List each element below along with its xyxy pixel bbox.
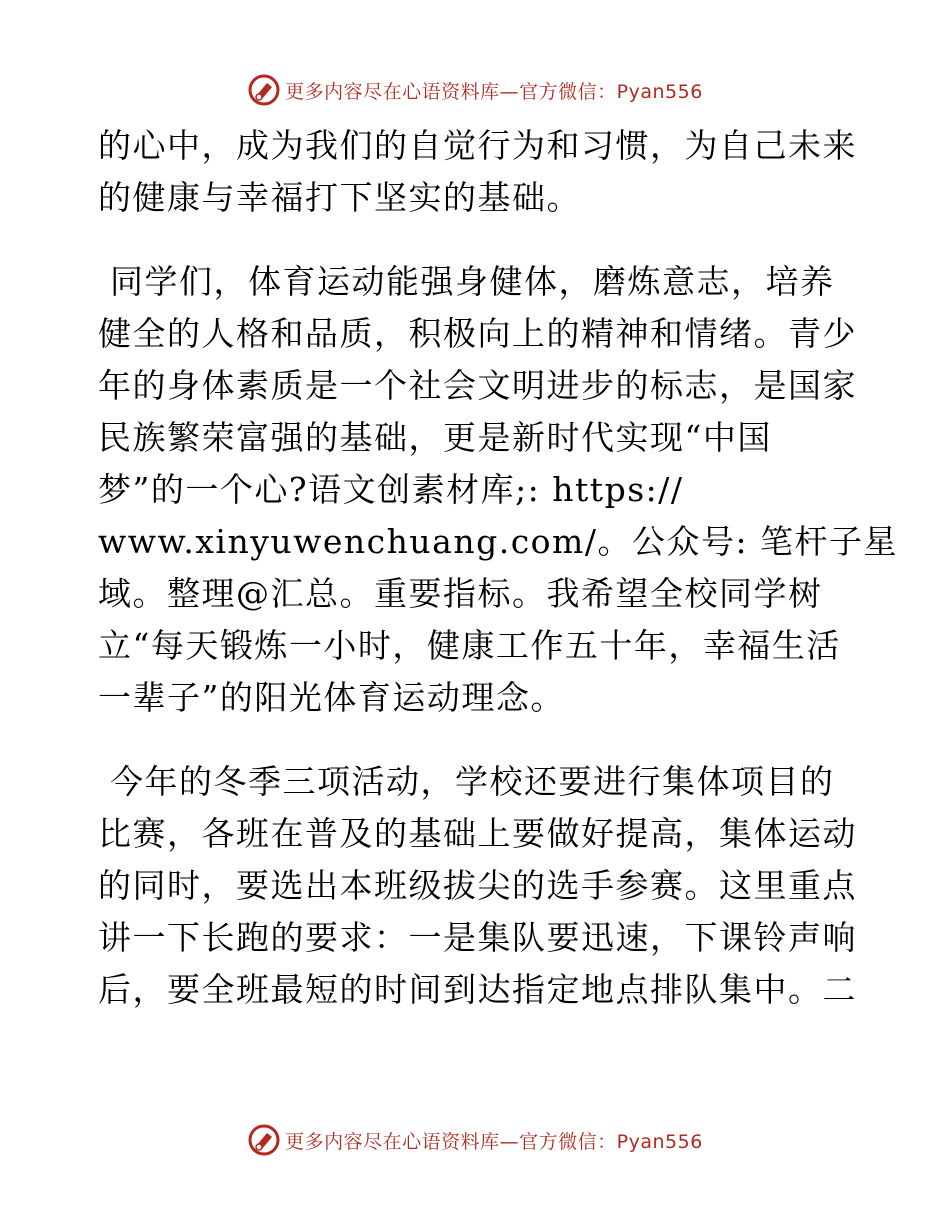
text-line: 讲一下长跑的要求：一是集队要迅速，下课铃声响 [98, 918, 857, 957]
text-line: 的心中，成为我们的自觉行为和习惯，为自己未来 [98, 126, 857, 165]
brand-logo-icon [247, 73, 281, 107]
wechat-account: Pyan556 [616, 80, 703, 103]
document-body [98, 120, 899, 1016]
banner-text: 更多内容尽在心语资料库—官方微信：Pyan556 [285, 80, 703, 103]
footer-banner [0, 1120, 950, 1160]
text-line: 梦”的一个心?语文创素材库;: https:// [98, 470, 684, 509]
paragraph-3 [98, 756, 858, 1016]
paragraph-2 [98, 256, 899, 724]
text-line: 今年的冬季三项活动，学校还要进行集体项目的 [98, 762, 835, 801]
text-line: 民族繁荣富强的基础，更是新时代实现“中国 [98, 418, 772, 457]
wechat-account: Pyan556 [616, 1130, 703, 1153]
text-line: 年的身体素质是一个社会文明进步的标志，是国家 [98, 366, 857, 405]
text-line: 同学们，体育运动能强身健体，磨炼意志，培养 [98, 262, 835, 301]
text-line: www.xinyuwenchuang.com/。公众号: 笔杆子星 [98, 522, 899, 561]
text-line: 的同时，要选出本班级拔尖的选手参赛。这里重点 [98, 866, 857, 905]
text-line: 比赛，各班在普及的基础上要做好提高，集体运动 [98, 814, 857, 853]
text-line: 的健康与幸福打下坚实的基础。 [98, 178, 581, 217]
text-line: 健全的人格和品质，积极向上的精神和情绪。青少 [98, 314, 857, 353]
text-line: 立“每天锻炼一小时，健康工作五十年，幸福生活 [98, 626, 841, 665]
brand-logo-icon [247, 1123, 281, 1157]
paragraph-1 [98, 120, 858, 224]
text-line: 域。整理@汇总。重要指标。我希望全校同学树 [98, 574, 823, 613]
banner-text: 更多内容尽在心语资料库—官方微信：Pyan556 [285, 1130, 703, 1153]
text-line: 后，要全班最短的时间到达指定地点排队集中。二 [98, 970, 857, 1009]
header-banner [0, 70, 950, 110]
text-line: 一辈子”的阳光体育运动理念。 [98, 678, 565, 717]
